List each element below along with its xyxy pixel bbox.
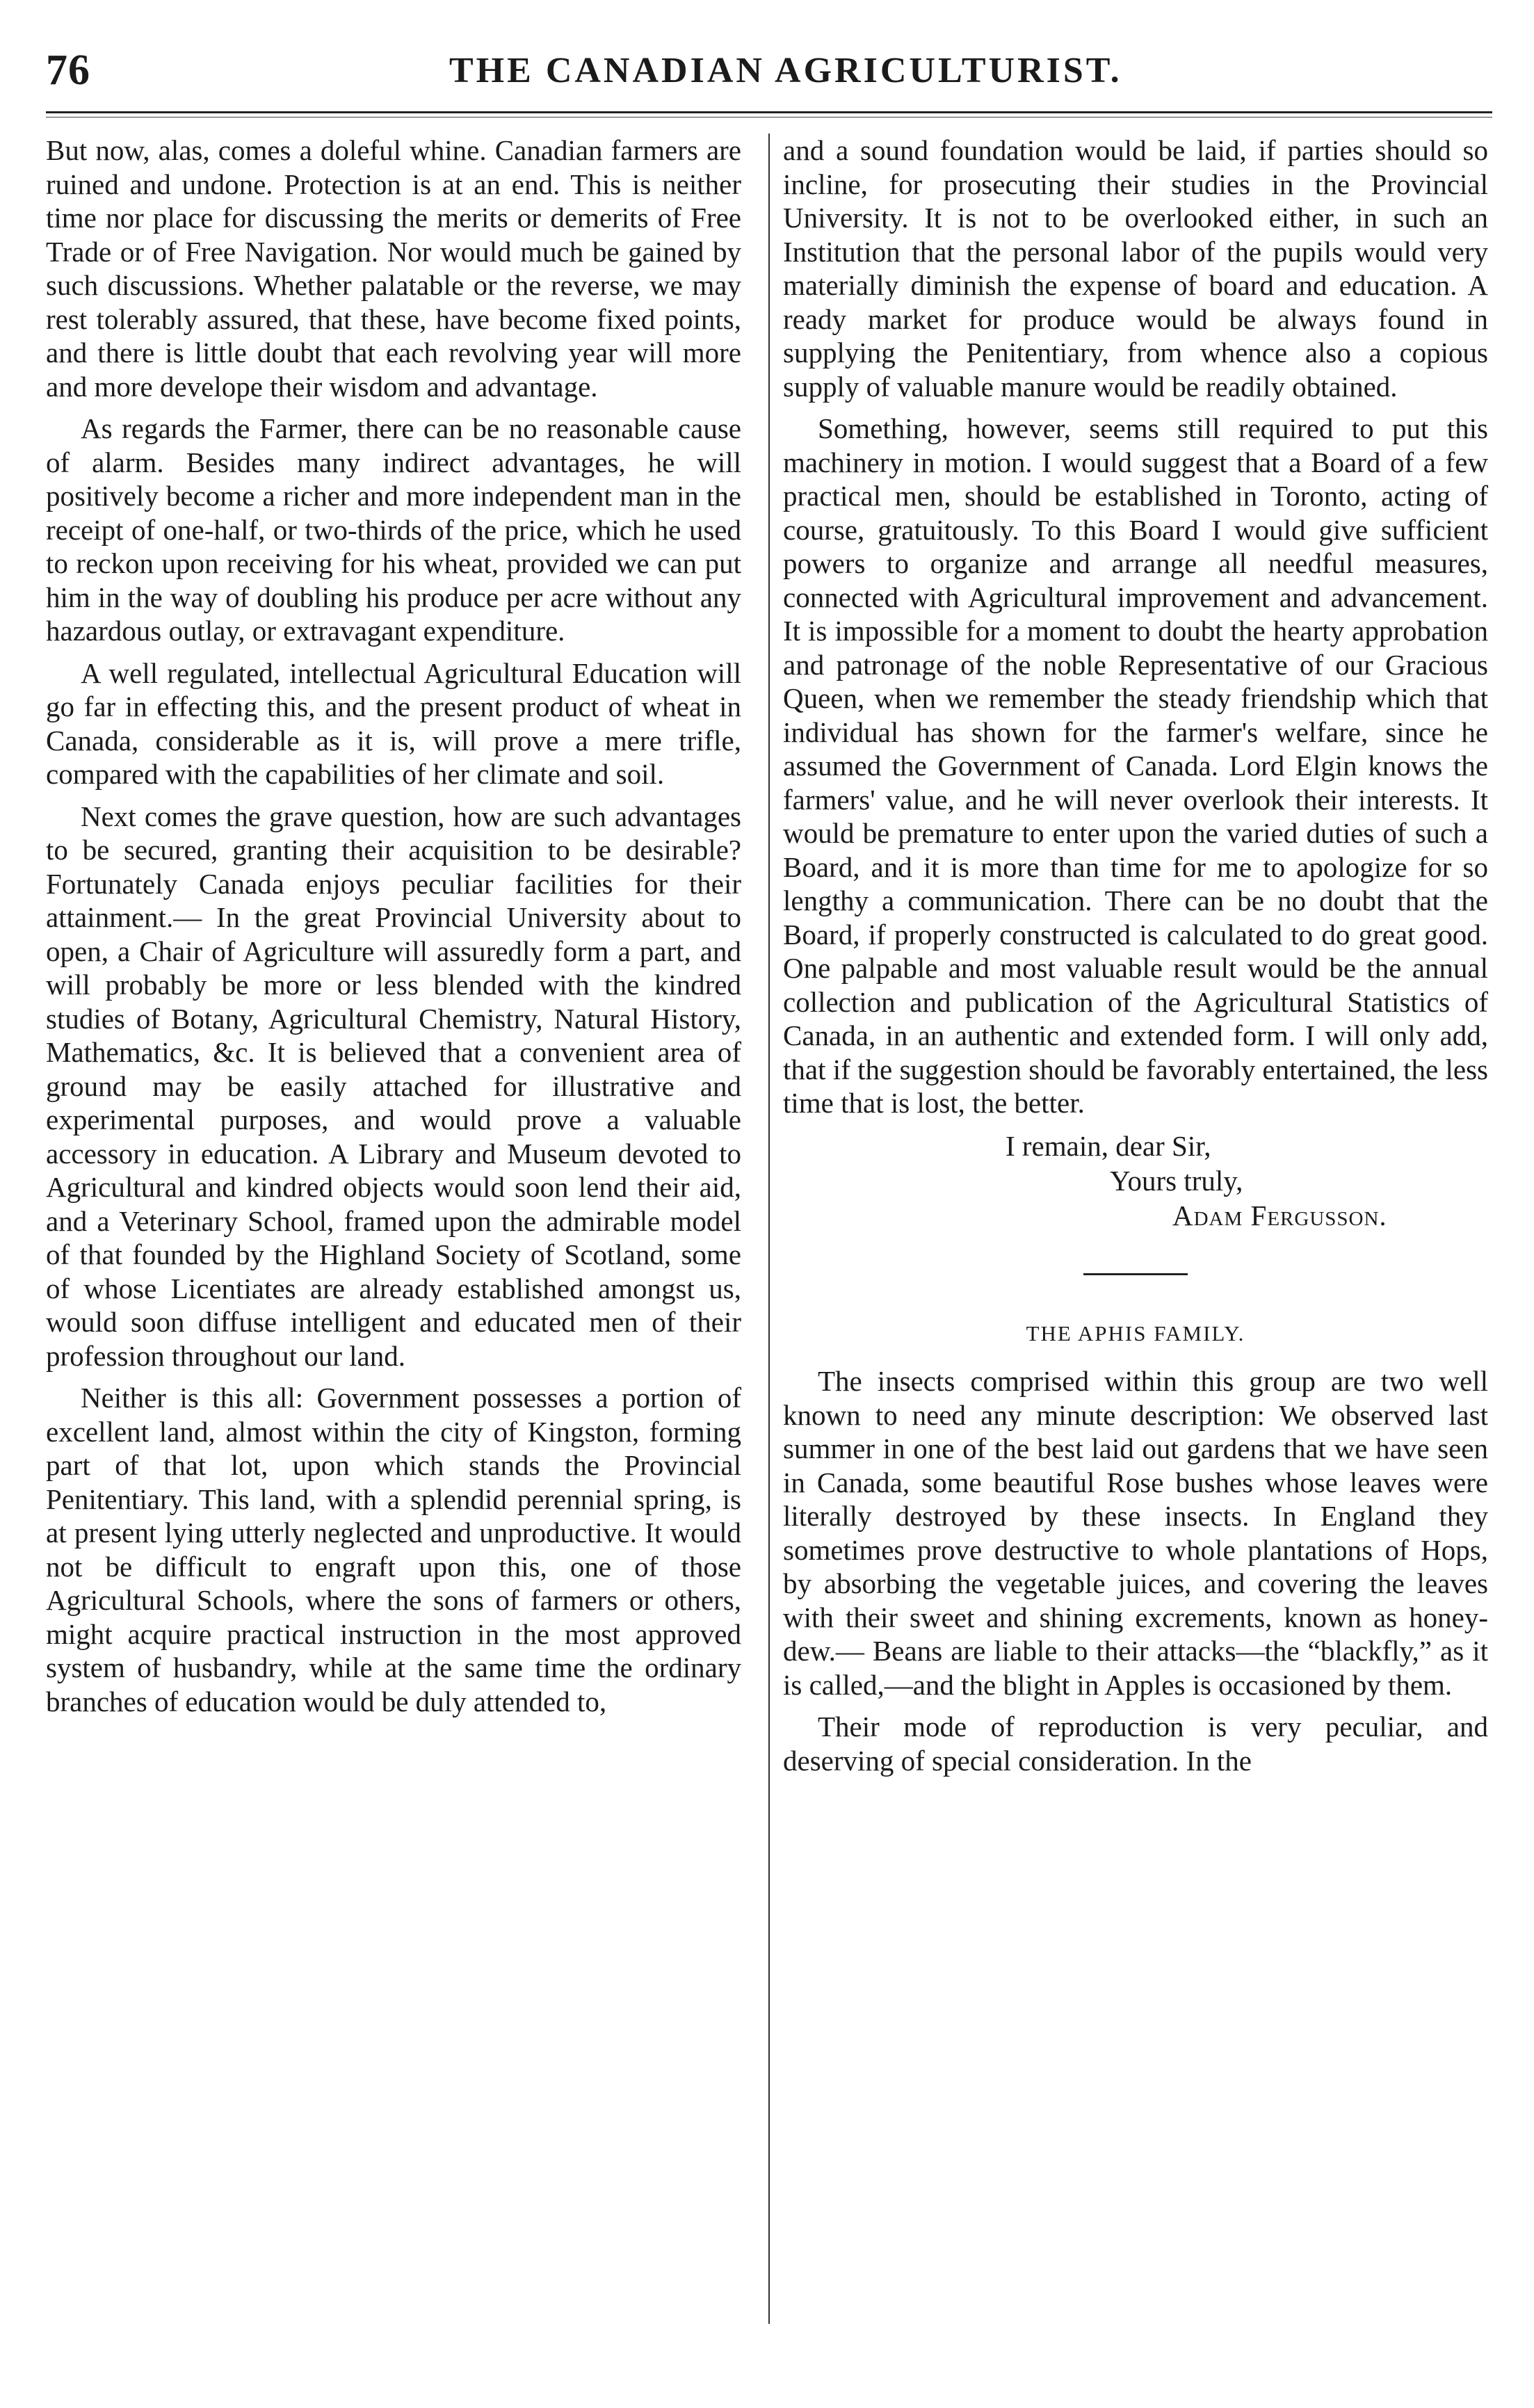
right-paragraph-2: Something, however, seems still required to put this machinery in motion. I would suggest that a Board of a few practical men, should be established in Toronto, acting of course, gratuitously. To this Board I would give sufficient powers to organize and arrange all needful measures, connected with Agricultural improvement and advancement. It is impossible for a moment to doubt the hearty approbation and patronage of the noble Representative of our Gracious Queen, when we remember the steady friendship which that individual has shown for the farmer's welfare, since he assumed the Government of Canada. Lord Elgin knows the farmers' value, and he will never overlook their interests. It would be premature to enter upon the varied duties of such a Board, and it is more than time for me to apologize for so lengthy a communication. There can be no doubt that the Board, if properly constructed is calculated to do great good. One palpable and most valuable result would be the annual collection and publication of the Agricultural Statistics of Canada, in an authentic and extended form. I will only add, that if the suggestion should be favorably entertained, the less time that is lost, the better.	[783, 412, 1488, 1119]
right-paragraph-1: and a sound foundation would be laid, if parties should so incline, for prosecuting their studies in the Provincial University. It is not to be overlooked either, in such an Institution that the personal labor of the pupils would very materially diminish the expense of board and education. A ready market for produce would be always found in supplying the Penitentiary, from whence also a copious supply of valuable manure would be readily obtained.	[783, 134, 1488, 403]
left-column	[46, 134, 741, 1727]
section-divider-rule	[1083, 1273, 1188, 1275]
right-column	[783, 134, 1488, 1786]
section-heading: THE APHIS FAMILY.	[1026, 1320, 1245, 1346]
left-paragraph-4: Next comes the grave question, how are such advantages to be secured, granting their acquisition to be desirable? Fortunately Canada enjoys peculiar facilities for their attainment.— In the great Provincial University about to open, a Chair of Agriculture will assuredly form a part, and will probably be more or less blended with the kindred studies of Botany, Agricultural Chemistry, Natural History, Mathematics, &c. It is believed that a convenient area of ground may be easily attached for illustrative and experimental purposes, and would prove a valuable accessory in education. A Library and Museum devoted to Agricultural and kindred objects would soon lend their aid, and a Veterinary School, framed upon the admirable model of that founded by the Highland Society of Scotland, some of whose Licentiates are already established amongst us, would soon diffuse intelligent and educated men of their profession throughout our land.	[46, 800, 741, 1372]
column-divider	[768, 134, 770, 2324]
left-paragraph-3: A well regulated, intellectual Agricultural Education will go far in effecting this, and the present product of wheat in Canada, considerable as it is, will prove a mere trifle, compared with the capabilities of her climate and soil.	[46, 656, 741, 790]
closing-salutation: I remain, dear Sir,	[1006, 1129, 1211, 1162]
left-paragraph-1: But now, alas, comes a doleful whine. Canadian farmers are ruined and undone. Protection is at an end. This is neither time nor place for discussing the merits or demerits of Free Trade or of Free Navigation. Nor would much be gained by such discussions. Whether palatable or the reverse, we may rest tolerably assured, that these, have become fixed points, and there is little doubt that each revolving year will more and more develope their wisdom and advantage.	[46, 134, 741, 403]
header-rule	[46, 111, 1492, 113]
right-paragraph-3: The insects comprised within this group are two well known to need any minute description: We observed last summer in one of the best laid out gardens that we have seen in Canada, some beautiful Rose bushes whose leaves were literally destroyed by these insects. In England they sometimes prove destructive to whole plantations of Hops, by absorbing the vegetable juices, and covering the leaves with their sweet and shining excrements, known as honey-dew.— Beans are liable to their attacks—the “blackfly,” as it is called,—and the blight in Apples is occasioned by them.	[783, 1365, 1488, 1701]
left-paragraph-2: As regards the Farmer, there can be no reasonable cause of alarm. Besides many indirect advantages, he will positively become a richer and more independent man in the receipt of one-half, or two-thirds of the price, which he used to reckon upon receiving for his wheat, provided we can put him in the way of doubling his produce per acre without any hazardous outlay, or extravagant expenditure.	[46, 412, 741, 647]
right-paragraph-4: Their mode of reproduction is very peculiar, and deserving of special consideration. In the	[783, 1711, 1488, 1777]
page-header	[46, 40, 1492, 110]
letter-closing	[783, 1129, 1488, 1233]
page-number: 76	[46, 47, 90, 94]
left-paragraph-5: Neither is this all: Government possesses a portion of excellent land, almost within the city of Kingston, forming part of that lot, upon which stands the Provincial Penitentiary. This land, with a splendid perennial spring, is at present lying utterly neglected and unproductive. It would not be difficult to engraft upon this, one of those Agricultural Schools, where the sons of farmers or others, might acquire practical instruction in the most approved system of husbandry, while at the same time the ordinary branches of education would be duly attended to,	[46, 1382, 741, 1718]
signature: Adam Fergusson.	[1172, 1199, 1387, 1231]
running-title: THE CANADIAN AGRICULTURIST.	[449, 51, 1122, 90]
header-rule-thin	[46, 117, 1492, 118]
closing-valediction: Yours truly,	[1110, 1164, 1243, 1197]
